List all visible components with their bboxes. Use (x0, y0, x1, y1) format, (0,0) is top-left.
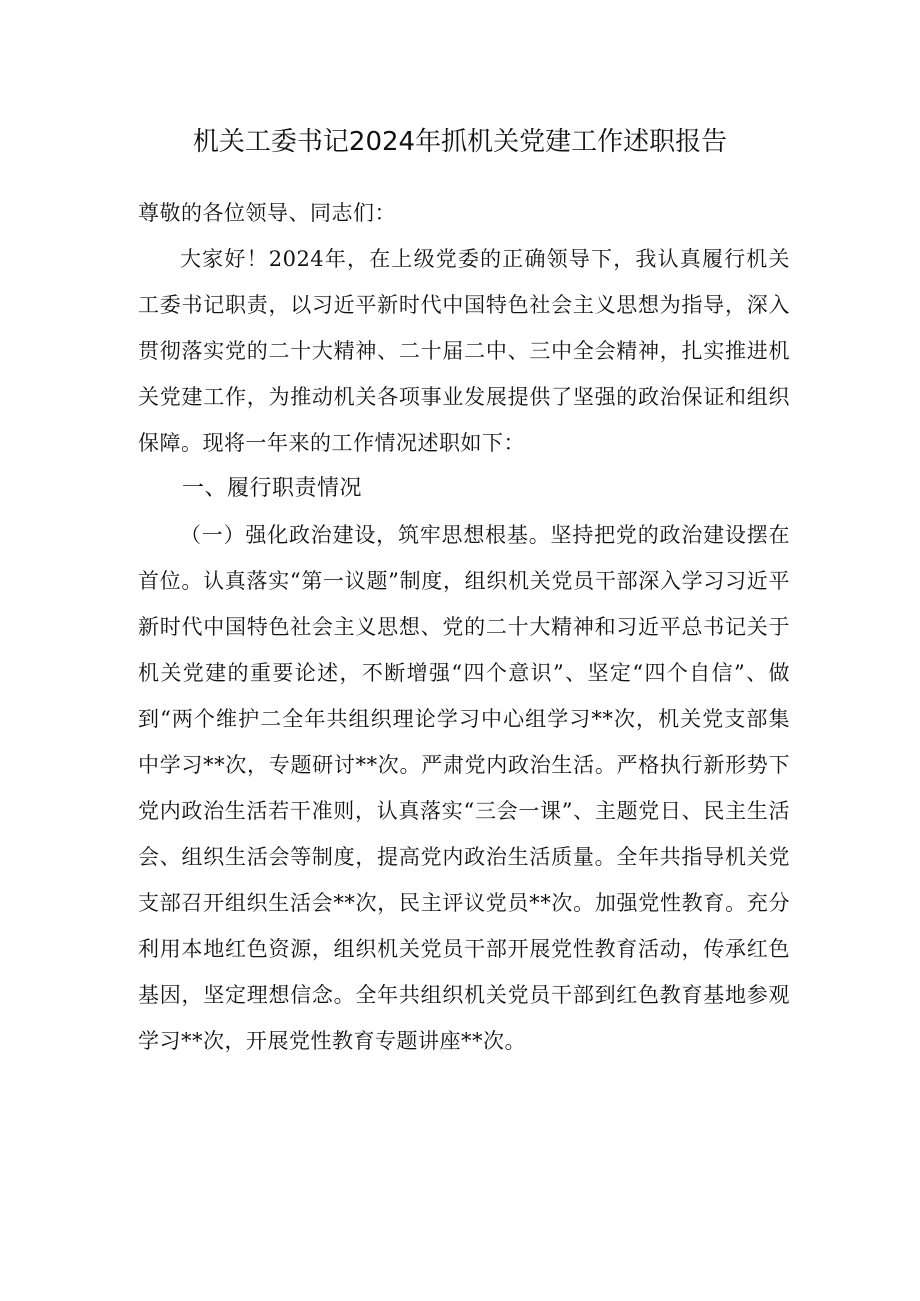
intro-paragraph: 大家好！2024年，在上级党委的正确领导下，我认真履行机关工委书记职责，以习近平新时代中国特色社会主义思想为指导，深入贯彻落实党的二十大精神、二十届二中、三中全会精神，扎实推进机关党建工作，为推动机关各项事业发展提供了坚强的政治保证和组织保障。现将一年来的工作情况述职如下： (138, 247, 790, 455)
salutation: 尊敬的各位领导、同志们： (138, 201, 396, 225)
section-heading: 一、履行职责情况 (182, 476, 363, 501)
section-paragraph: （一）强化政治建设，筑牢思想根基。坚持把党的政治建设摆在首位。认真落实“第一议题”制度，组织机关党员干部深入学习习近平新时代中国特色社会主义思想、党的二十大精神和习近平总书记关于机关党建的重要论述，不断增强“四个意识”、坚定“四个自信”、做到“两个维护二全年共组织理论学习中心组学习**次，机关党支部集中学习**次，专题研讨**次。严肃党内政治生活。严格执行新形势下党内政治生活若干准则，认真落实“三会一课”、主题党日、民主生活会、组织生活会等制度，提高党内政治生活质量。全年共指导机关党支部召开组织生活会**次，民主评议党员**次。加强党性教育。充分利用本地红色资源，组织机关党员干部开展党性教育活动，传承红色基因，坚定理想信念。全年共组织机关党员干部到红色教育基地参观学习**次，开展党性教育专题讲座**次。 (138, 523, 790, 1053)
document-title: 机关工委书记2024年抓机关党建工作述职报告 (192, 127, 728, 157)
document-body (138, 190, 790, 1064)
